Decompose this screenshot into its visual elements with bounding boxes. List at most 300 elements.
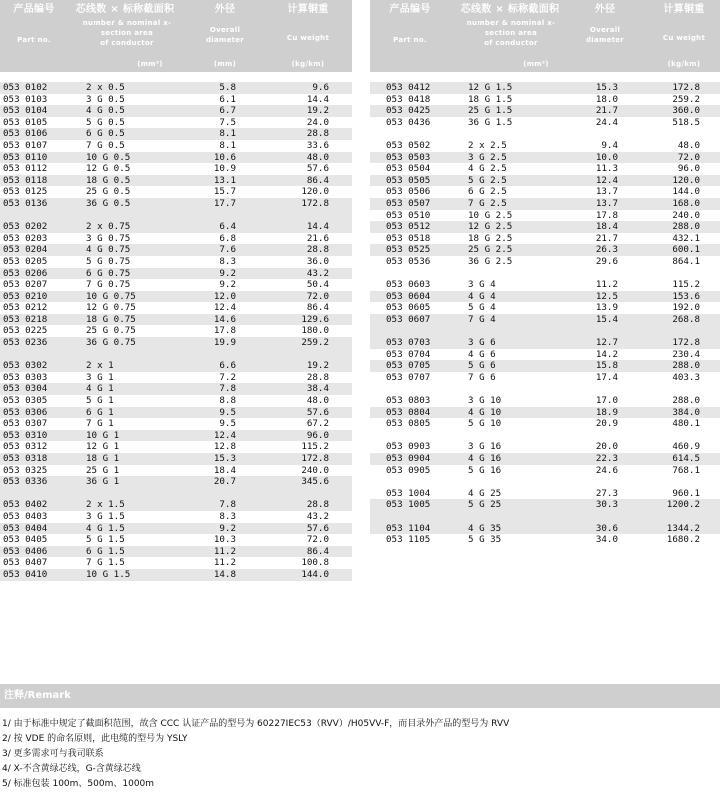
part-number-cell: 053 0518: [386, 232, 431, 244]
conductor-cell: 12 G 0.5: [86, 163, 131, 175]
conductor-cell: 6 G 1: [86, 406, 114, 418]
conductor-cell: 10 G 2.5: [468, 209, 513, 221]
table-row: [370, 256, 720, 268]
cu-weight-cell: 86.4: [306, 302, 329, 314]
overall-diameter-cell: 8.1: [219, 139, 236, 151]
cu-weight-cell: 72.0: [306, 534, 329, 546]
overall-diameter-cell: 12.4: [213, 302, 236, 314]
table-row: [0, 383, 352, 395]
conductor-cell: 10 G 1: [86, 429, 120, 441]
conductor-cell: 5 G 6: [468, 360, 496, 372]
remark-note: 3/ 更多需求可与我司联系: [2, 749, 104, 759]
overall-diameter-cell: 10.3: [213, 534, 236, 546]
header-part-no-en: Part no.: [393, 36, 427, 44]
table-row: [0, 453, 352, 465]
part-number-cell: 053 0704: [386, 348, 431, 360]
conductor-cell: 6 G 0.5: [86, 128, 125, 140]
part-number-cell: 053 1104: [386, 522, 431, 534]
header-diameter-zh: 外径: [214, 4, 236, 15]
conductor-cell: 7 G 2.5: [468, 197, 507, 209]
part-number-cell: 053 0218: [3, 313, 48, 325]
cu-weight-cell: 28.8: [306, 499, 329, 511]
part-number-cell: 053 0703: [386, 337, 431, 349]
part-number-cell: 053 0506: [386, 186, 431, 198]
header-conductor-unit: (mm²): [523, 60, 549, 68]
right-product-table: [370, 0, 720, 546]
cu-weight-cell: 480.1: [672, 418, 700, 430]
cu-weight-cell: 192.0: [672, 302, 700, 314]
conductor-cell: 18 G 0.5: [86, 174, 131, 186]
conductor-cell: 12 G 0.75: [86, 302, 136, 314]
overall-diameter-cell: 12.0: [213, 290, 236, 302]
cu-weight-cell: 240.0: [672, 209, 700, 221]
part-number-cell: 053 0310: [3, 429, 48, 441]
header-cu-weight-en: Cu weight: [286, 34, 330, 42]
overall-diameter-cell: 12.4: [213, 429, 236, 441]
table-row: [0, 337, 352, 349]
cu-weight-cell: 28.8: [306, 128, 329, 140]
table-header: [370, 0, 720, 72]
cu-weight-cell: 384.0: [672, 406, 700, 418]
table-row: [0, 198, 352, 210]
table-row: [0, 407, 352, 419]
cu-weight-cell: 9.6: [312, 82, 329, 93]
conductor-cell: 2 x 2.5: [468, 139, 507, 151]
overall-diameter-cell: 17.4: [595, 371, 618, 383]
part-number-cell: 053 0404: [3, 522, 48, 534]
overall-diameter-cell: 14.8: [213, 568, 236, 580]
overall-diameter-cell: 18.9: [595, 406, 618, 418]
header-conductor-en: number & nominal x- section area of conductor: [82, 19, 172, 47]
overall-diameter-cell: 7.8: [219, 499, 236, 511]
part-number-cell: 053 0107: [3, 139, 48, 151]
group-spacer-row: [0, 210, 352, 222]
cu-weight-cell: 38.4: [306, 383, 329, 395]
overall-diameter-cell: 20.0: [595, 441, 618, 453]
cu-weight-cell: 172.8: [301, 197, 329, 209]
overall-diameter-cell: 11.2: [213, 545, 236, 557]
cu-weight-cell: 288.0: [672, 395, 700, 407]
overall-diameter-cell: 18.4: [595, 221, 618, 233]
table-row: [0, 268, 352, 280]
part-number-cell: 053 0418: [386, 93, 431, 105]
conductor-cell: 10 G 0.75: [86, 290, 136, 302]
part-number-cell: 053 0410: [3, 568, 48, 580]
overall-diameter-cell: 11.2: [595, 279, 618, 291]
group-spacer-row: [370, 128, 720, 140]
part-number-cell: 053 0536: [386, 255, 431, 267]
overall-diameter-cell: 12.8: [213, 441, 236, 453]
table-header: [0, 0, 352, 72]
part-number-cell: 053 0505: [386, 174, 431, 186]
conductor-cell: 25 G 1: [86, 464, 120, 476]
cu-weight-cell: 21.6: [306, 232, 329, 244]
table-row: [370, 163, 720, 175]
table-row: [0, 360, 352, 372]
part-number-cell: 053 0118: [3, 174, 48, 186]
table-row: [370, 117, 720, 129]
header-cu-weight-zh: 计算铜重: [287, 4, 329, 15]
overall-diameter-cell: 26.3: [595, 244, 618, 256]
part-number-cell: 053 0407: [3, 557, 48, 569]
table-row: [0, 152, 352, 164]
overall-diameter-cell: 10.6: [213, 151, 236, 163]
overall-diameter-cell: 9.4: [601, 139, 618, 151]
part-number-cell: 053 0336: [3, 476, 48, 488]
overall-diameter-cell: 9.2: [219, 522, 236, 534]
overall-diameter-cell: 11.2: [213, 557, 236, 569]
conductor-cell: 12 G 1: [86, 441, 120, 453]
part-number-cell: 053 0318: [3, 453, 48, 464]
table-row: [370, 210, 720, 222]
cu-weight-cell: 36.0: [306, 255, 329, 267]
group-spacer-row: [370, 268, 720, 280]
overall-diameter-cell: 34.0: [595, 534, 618, 546]
conductor-cell: 18 G 1: [86, 453, 120, 464]
cu-weight-cell: 460.9: [672, 441, 700, 453]
conductor-cell: 18 G 0.75: [86, 313, 136, 325]
table-row: [0, 476, 352, 488]
group-spacer-row: [0, 488, 352, 500]
cu-weight-cell: 960.1: [672, 487, 700, 499]
cu-weight-cell: 100.8: [301, 557, 329, 569]
overall-diameter-cell: 12.7: [595, 337, 618, 349]
part-number-cell: 053 0306: [3, 406, 48, 418]
conductor-cell: 5 G 4: [468, 302, 496, 314]
table-row: [370, 499, 720, 511]
table-row: [0, 175, 352, 187]
overall-diameter-cell: 21.7: [595, 105, 618, 117]
table-row: [370, 337, 720, 349]
table-row: [0, 94, 352, 106]
table-row: [0, 279, 352, 291]
table-row: [0, 523, 352, 535]
table-row: [0, 546, 352, 558]
part-number-cell: 053 1005: [386, 499, 431, 511]
table-row: [370, 94, 720, 106]
conductor-cell: 12 G 2.5: [468, 221, 513, 233]
part-number-cell: 053 0425: [386, 105, 431, 117]
cu-weight-cell: 115.2: [301, 441, 329, 453]
left-product-table: [0, 0, 352, 581]
table-row: [370, 186, 720, 198]
table-row: [370, 198, 720, 210]
group-spacer-row: [370, 511, 720, 523]
table-row: [0, 325, 352, 337]
conductor-cell: 2 x 1.5: [86, 499, 125, 511]
conductor-cell: 5 G 1.5: [86, 534, 125, 546]
overall-diameter-cell: 8.3: [219, 510, 236, 522]
cu-weight-cell: 57.6: [306, 522, 329, 534]
part-number-cell: 053 0403: [3, 510, 48, 522]
part-number-cell: 053 0207: [3, 279, 48, 291]
table-row: [370, 395, 720, 407]
overall-diameter-cell: 21.7: [595, 232, 618, 244]
cu-weight-cell: 43.2: [306, 510, 329, 522]
group-spacer-row: [370, 476, 720, 488]
conductor-cell: 3 G 0.75: [86, 232, 131, 244]
table-row: [370, 314, 720, 326]
overall-diameter-cell: 17.8: [595, 209, 618, 221]
cu-weight-cell: 57.6: [306, 163, 329, 175]
cu-weight-cell: 129.6: [301, 313, 329, 325]
conductor-cell: 5 G 0.5: [86, 116, 125, 128]
part-number-cell: 053 0236: [3, 337, 48, 349]
conductor-cell: 18 G 2.5: [468, 232, 513, 244]
part-number-cell: 053 1105: [386, 534, 431, 546]
cu-weight-cell: 288.0: [672, 221, 700, 233]
conductor-cell: 7 G 6: [468, 371, 496, 383]
part-number-cell: 053 0605: [386, 302, 431, 314]
cu-weight-cell: 86.4: [306, 174, 329, 186]
table-row: [370, 175, 720, 187]
part-number-cell: 053 0325: [3, 464, 48, 476]
cu-weight-cell: 180.0: [301, 325, 329, 337]
cu-weight-cell: 172.8: [672, 82, 700, 93]
overall-diameter-cell: 6.6: [219, 360, 236, 372]
table-row: [0, 117, 352, 129]
table-row: [370, 233, 720, 245]
cu-weight-cell: 518.5: [672, 116, 700, 128]
header-diameter-en: Overall diameter: [585, 26, 625, 44]
conductor-cell: 25 G 0.75: [86, 325, 136, 337]
remark-note: 4/ X-不含黄绿芯线，G-含黄绿芯线: [2, 764, 141, 774]
overall-diameter-cell: 8.3: [219, 255, 236, 267]
overall-diameter-cell: 10.9: [213, 163, 236, 175]
cu-weight-cell: 768.1: [672, 464, 700, 476]
cu-weight-cell: 240.0: [301, 464, 329, 476]
table-row: [0, 105, 352, 117]
table-row: [0, 511, 352, 523]
conductor-cell: 3 G 1: [86, 371, 114, 383]
table-row: [0, 291, 352, 303]
overall-diameter-cell: 24.4: [595, 116, 618, 128]
part-number-cell: 053 0707: [386, 371, 431, 383]
cu-weight-cell: 230.4: [672, 348, 700, 360]
table-row: [370, 465, 720, 477]
cu-weight-cell: 614.5: [672, 453, 700, 464]
overall-diameter-cell: 11.3: [595, 163, 618, 175]
cu-weight-cell: 172.8: [672, 337, 700, 349]
cu-weight-cell: 50.4: [306, 279, 329, 291]
part-number-cell: 053 0503: [386, 151, 431, 163]
part-number-cell: 053 0406: [3, 545, 48, 557]
conductor-cell: 36 G 1: [86, 476, 120, 488]
conductor-cell: 4 G 1: [86, 383, 114, 395]
cu-weight-cell: 600.1: [672, 244, 700, 256]
header-cu-weight-zh: 计算铜重: [663, 4, 705, 15]
header-conductor-zh: 芯线数 × 标称截面积: [75, 4, 175, 15]
table-row: [370, 349, 720, 361]
cu-weight-cell: 57.6: [306, 406, 329, 418]
part-number-cell: 053 0604: [386, 290, 431, 302]
cu-weight-cell: 1680.2: [666, 534, 700, 546]
part-number-cell: 053 0502: [386, 139, 431, 151]
overall-diameter-cell: 7.5: [219, 116, 236, 128]
conductor-cell: 2 x 0.75: [86, 221, 131, 233]
conductor-cell: 5 G 2.5: [468, 174, 507, 186]
conductor-cell: 4 G 6: [468, 348, 496, 360]
part-number-cell: 053 0210: [3, 290, 48, 302]
part-number-cell: 053 0804: [386, 406, 431, 418]
cu-weight-cell: 28.8: [306, 244, 329, 256]
table-row: [0, 256, 352, 268]
part-number-cell: 053 0104: [3, 105, 48, 117]
cu-weight-cell: 24.0: [306, 116, 329, 128]
conductor-cell: 7 G 1.5: [86, 557, 125, 569]
conductor-cell: 10 G 0.5: [86, 151, 131, 163]
part-number-cell: 053 0905: [386, 464, 431, 476]
overall-diameter-cell: 14.2: [595, 348, 618, 360]
conductor-cell: 12 G 1.5: [468, 82, 513, 93]
conductor-cell: 7 G 1: [86, 418, 114, 430]
cu-weight-cell: 1200.2: [666, 499, 700, 511]
part-number-cell: 053 0307: [3, 418, 48, 430]
conductor-cell: 6 G 0.75: [86, 267, 131, 279]
part-number-cell: 053 0303: [3, 371, 48, 383]
table-row: [0, 244, 352, 256]
table-row: [0, 499, 352, 511]
cu-weight-cell: 96.0: [677, 163, 700, 175]
part-number-cell: 053 0903: [386, 441, 431, 453]
overall-diameter-cell: 9.2: [219, 279, 236, 291]
table-row: [0, 372, 352, 384]
conductor-cell: 3 G 0.5: [86, 93, 125, 105]
overall-diameter-cell: 15.8: [595, 360, 618, 372]
overall-diameter-cell: 17.8: [213, 325, 236, 337]
remark-notes: [0, 717, 720, 792]
overall-diameter-cell: 6.8: [219, 232, 236, 244]
part-number-cell: 053 0202: [3, 221, 48, 233]
part-number-cell: 053 0805: [386, 418, 431, 430]
table-row: [370, 407, 720, 419]
overall-diameter-cell: 18.4: [213, 464, 236, 476]
part-number-cell: 053 0607: [386, 313, 431, 325]
cu-weight-cell: 14.4: [306, 221, 329, 233]
part-number-cell: 053 0304: [3, 383, 48, 395]
cu-weight-cell: 115.2: [672, 279, 700, 291]
cu-weight-cell: 288.0: [672, 360, 700, 372]
table-row: [0, 465, 352, 477]
group-spacer-row: [370, 383, 720, 395]
overall-diameter-cell: 15.3: [595, 82, 618, 93]
cu-weight-cell: 19.2: [306, 360, 329, 372]
overall-diameter-cell: 30.3: [595, 499, 618, 511]
table-row: [370, 244, 720, 256]
overall-diameter-cell: 13.7: [595, 197, 618, 209]
cu-weight-cell: 259.2: [301, 337, 329, 349]
conductor-cell: 5 G 25: [468, 499, 502, 511]
conductor-cell: 5 G 16: [468, 464, 502, 476]
part-number-cell: 053 0436: [386, 116, 431, 128]
cu-weight-cell: 120.0: [301, 186, 329, 198]
conductor-cell: 2 x 1: [86, 360, 114, 372]
part-number-cell: 053 0412: [386, 82, 431, 93]
overall-diameter-cell: 30.6: [595, 522, 618, 534]
part-number-cell: 053 0205: [3, 255, 48, 267]
conductor-cell: 4 G 0.5: [86, 105, 125, 117]
part-number-cell: 053 0312: [3, 441, 48, 453]
overall-diameter-cell: 17.0: [595, 395, 618, 407]
overall-diameter-cell: 13.1: [213, 174, 236, 186]
overall-diameter-cell: 20.7: [213, 476, 236, 488]
conductor-cell: 18 G 1.5: [468, 93, 513, 105]
overall-diameter-cell: 15.7: [213, 186, 236, 198]
overall-diameter-cell: 9.2: [219, 267, 236, 279]
overall-diameter-cell: 14.6: [213, 313, 236, 325]
table-row: [0, 395, 352, 407]
conductor-cell: 5 G 10: [468, 418, 502, 430]
conductor-cell: 4 G 0.75: [86, 244, 131, 256]
header-conductor-zh: 芯线数 × 标称截面积: [460, 4, 560, 15]
part-number-cell: 053 0136: [3, 197, 48, 209]
conductor-cell: 5 G 0.75: [86, 255, 131, 267]
overall-diameter-cell: 5.8: [219, 82, 236, 93]
group-spacer-row: [370, 430, 720, 442]
overall-diameter-cell: 15.3: [213, 453, 236, 464]
cu-weight-cell: 48.0: [677, 139, 700, 151]
part-number-cell: 053 0204: [3, 244, 48, 256]
conductor-cell: 36 G 0.75: [86, 337, 136, 349]
conductor-cell: 25 G 0.5: [86, 186, 131, 198]
part-number-cell: 053 0705: [386, 360, 431, 372]
overall-diameter-cell: 22.3: [595, 453, 618, 464]
overall-diameter-cell: 12.4: [595, 174, 618, 186]
conductor-cell: 3 G 4: [468, 279, 496, 291]
part-number-cell: 053 0206: [3, 267, 48, 279]
overall-diameter-cell: 10.0: [595, 151, 618, 163]
overall-diameter-cell: 13.7: [595, 186, 618, 198]
cu-weight-cell: 86.4: [306, 545, 329, 557]
cu-weight-cell: 19.2: [306, 105, 329, 117]
header-part-no-zh: 产品编号: [389, 4, 431, 15]
conductor-cell: 25 G 2.5: [468, 244, 513, 256]
overall-diameter-cell: 6.4: [219, 221, 236, 233]
remark-note: 1/ 由于标准中规定了截面积范围，故含 CCC 认证产品的型号为 60227IEC53（RVV）/H05VV-F，而目录外产品的型号为 RVV: [2, 719, 510, 729]
part-number-cell: 053 0402: [3, 499, 48, 511]
header-conductor-unit: (mm²): [137, 60, 163, 68]
conductor-cell: 36 G 2.5: [468, 255, 513, 267]
conductor-cell: 5 G 1: [86, 395, 114, 407]
part-number-cell: 053 0507: [386, 197, 431, 209]
conductor-cell: 36 G 1.5: [468, 116, 513, 128]
remark-title: 注释/Remark: [0, 684, 720, 708]
table-row: [0, 233, 352, 245]
table-row: [370, 152, 720, 164]
cu-weight-cell: 14.4: [306, 93, 329, 105]
cu-weight-cell: 43.2: [306, 267, 329, 279]
conductor-cell: 7 G 4: [468, 313, 496, 325]
table-row: [370, 105, 720, 117]
overall-diameter-cell: 15.4: [595, 313, 618, 325]
cu-weight-cell: 67.2: [306, 418, 329, 430]
conductor-cell: 4 G 35: [468, 522, 502, 534]
header-cu-weight-unit: (kg/km): [667, 60, 701, 68]
table-row: [0, 221, 352, 233]
table-row: [370, 441, 720, 453]
table-row: [0, 418, 352, 430]
part-number-cell: 053 0305: [3, 395, 48, 407]
overall-diameter-cell: 8.1: [219, 128, 236, 140]
cu-weight-cell: 168.0: [672, 197, 700, 209]
cu-weight-cell: 33.6: [306, 139, 329, 151]
table-row: [0, 128, 352, 140]
conductor-cell: 4 G 2.5: [468, 163, 507, 175]
table-row: [370, 302, 720, 314]
conductor-cell: 7 G 0.75: [86, 279, 131, 291]
conductor-cell: 6 G 1.5: [86, 545, 125, 557]
overall-diameter-cell: 9.5: [219, 406, 236, 418]
